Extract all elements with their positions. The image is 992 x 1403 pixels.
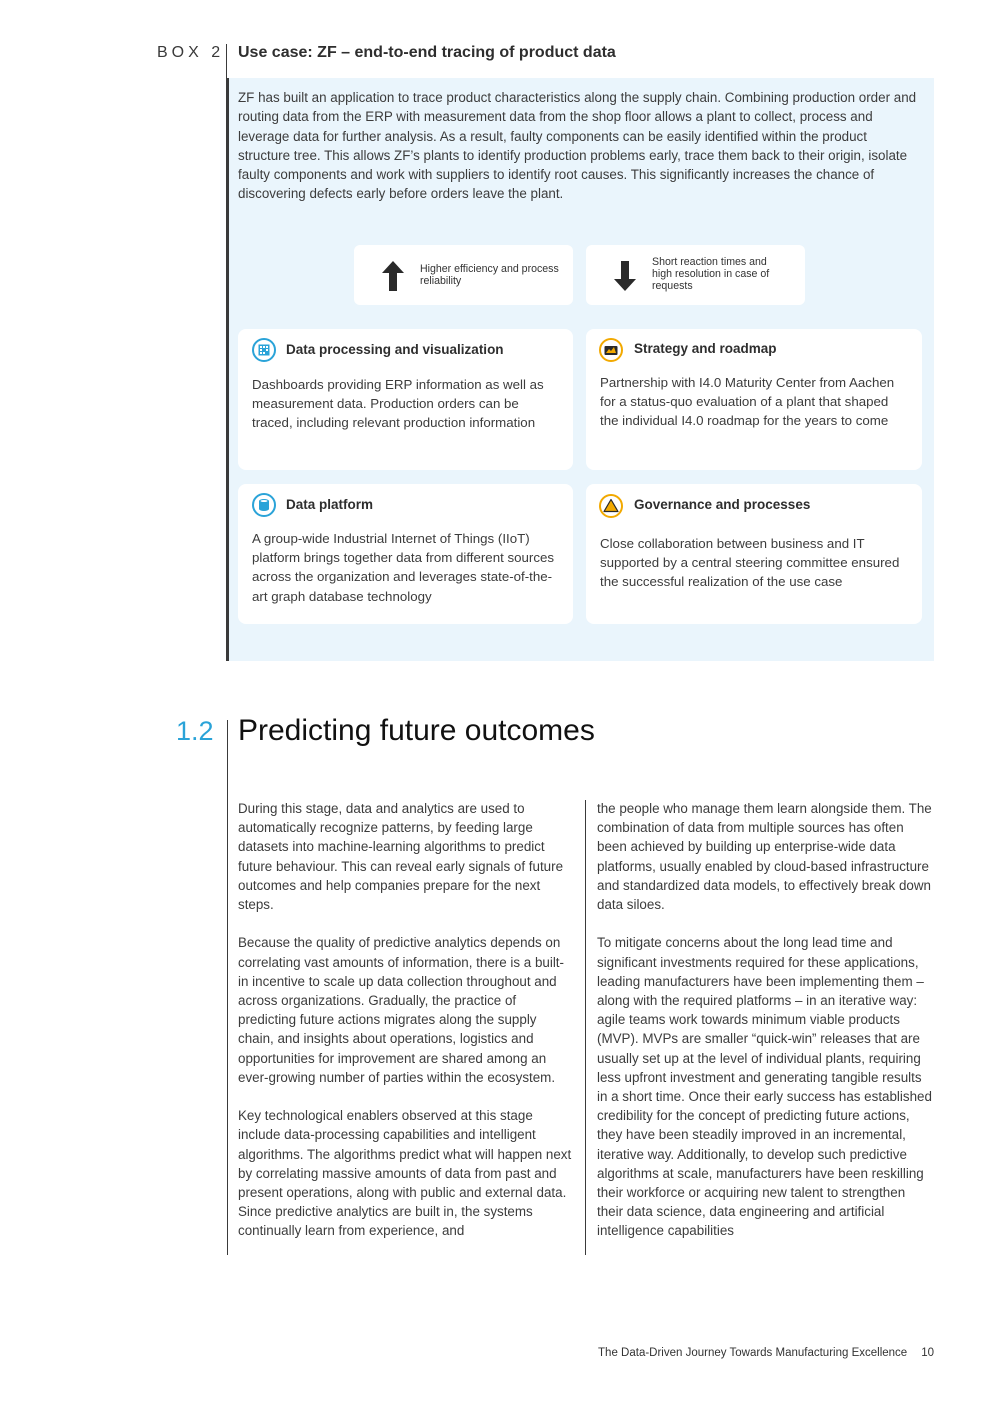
paragraph: During this stage, data and analytics are used to automatically recognize patterns, by feeding large datasets into machine-learning algorithms to predict future behaviour. This can reveal early signals of future outcomes and help companies prepare for the next steps. <box>238 801 564 913</box>
card-governance-body: Close collaboration between business and IT supported by a central steering committee ensured the successful realization of the use case <box>600 536 900 590</box>
box-label: BOX 2 <box>157 44 225 61</box>
arrow-up-icon <box>380 260 406 292</box>
card-data-platform-body: A group-wide Industrial Internet of Things (IIoT) platform brings together data from different sources across the organization and leverages state-of-the-art graph database technology <box>252 531 555 604</box>
paragraph: To mitigate concerns about the long lead time and significant investments required for these applications, leading manufacturers have been implementing them – along with the required platforms – in an iterative way: agile teams work towards minimum viable products (MVP). MVPs are smaller “quick-win” releases that are usually set up at the level of individual plants, requiring less upfront investment and generating tangible results in a short time. Once their early success has established credibility for the concept of predicting future actions, they have been steadily improved in an incremental, iterative way. Additionally, to develop such predictive algorithms at scale, manufacturers have been reskilling their workforce or acquiring new talent to strengthen their data science, data engineering and artificial intelligence capabilities <box>597 935 932 1239</box>
column-divider <box>585 800 586 1255</box>
outcome-efficiency-text: Higher efficiency and process reliability <box>420 263 559 287</box>
card-data-platform-title: Data platform <box>286 497 374 512</box>
card-strategy-roadmap-title: Strategy and roadmap <box>634 341 777 356</box>
paragraph: the people who manage them learn alongside them. The combination of data from multiple sources has often been achieved by building up enterprise-wide data platforms, usually enabled by cloud-based infrastructure and standardized data models, to effectively break down data siloes. <box>597 801 932 913</box>
section-number: 1.2 <box>176 716 214 746</box>
card-data-processing <box>238 329 573 470</box>
strategy-roadmap-icon <box>599 338 623 362</box>
outcome-efficiency <box>354 245 573 305</box>
section-title: Predicting future outcomes <box>238 714 595 747</box>
card-governance <box>586 484 922 624</box>
box-header-divider <box>226 44 227 78</box>
box-left-bar <box>226 78 229 661</box>
arrow-down-icon <box>612 260 638 292</box>
footer-title: The Data-Driven Journey Towards Manufacturing Excellence <box>598 1347 908 1359</box>
paragraph: Because the quality of predictive analytics depends on correlating vast amounts of information, there is a built-in incentive to scale up data collection throughout and across organizations. Gradually, the practice of predicting future actions migrates along the supply chain, and insights about operations, logistics and opportunities for improvement are shared among an ever-growing number of parties within the ecosystem. <box>238 935 564 1085</box>
box-title: Use case: ZF – end-to-end tracing of product data <box>238 44 616 61</box>
text-column-left <box>238 799 572 1260</box>
card-strategy-roadmap-body: Partnership with I4.0 Maturity Center from Aachen for a status-quo evaluation of a plant that shaped the individual I4.0 roadmap for the years to come <box>600 375 895 429</box>
card-governance-title: Governance and processes <box>634 497 811 512</box>
data-visualization-icon <box>252 338 276 362</box>
section-divider <box>227 720 228 1255</box>
card-data-processing-title: Data processing and visualization <box>286 342 504 357</box>
box-intro-text: ZF has built an application to trace product characteristics along the supply chain. Combining production order and routing data from the ERP with measurement data from the shop floor allows a plant to collect, process and leverage data for further analysis. As a result, faulty components can be easily identified within the product structure tree. This allows ZF’s plants to identify production problems early, trace them back to their origin, isolate faulty components and work with suppliers to identify root causes. This significantly increases the chance of discovering defects early before orders leave the plant. <box>238 90 917 202</box>
card-strategy-roadmap <box>586 329 922 470</box>
card-data-platform <box>238 484 573 624</box>
text-column-right <box>597 799 934 1260</box>
outcome-reaction-time-text: Short reaction times and high resolution in case of requests <box>652 256 770 292</box>
page-number: 10 <box>921 1347 934 1359</box>
paragraph: Key technological enablers observed at this stage include data-processing capabilities and intelligent algorithms. The algorithms predict what will happen next by correlating massive amounts of data from past and present operations, along with public and external data. Since predictive analytics are built in, the systems continually learn from experience, and <box>238 1108 572 1239</box>
outcome-reaction-time <box>586 245 805 305</box>
page-footer <box>598 1347 934 1359</box>
card-data-processing-body: Dashboards providing ERP information as well as measurement data. Production orders can be traced, including relevant production information <box>252 377 544 431</box>
database-icon <box>252 493 276 517</box>
governance-warning-icon <box>599 494 623 518</box>
